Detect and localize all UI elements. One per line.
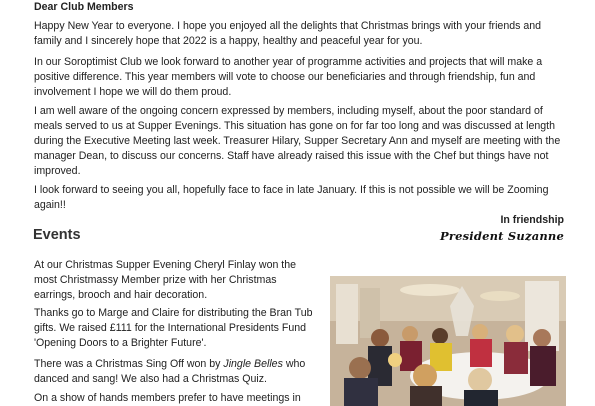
letter-paragraph-4: I look forward to seeing you all, hopefully face to face in late January. If this is not possible we will be Zooming again!! bbox=[34, 184, 549, 211]
group-name: Jingle Belles bbox=[223, 358, 283, 370]
christmas-supper-photo bbox=[330, 276, 566, 406]
photo-illustration bbox=[330, 276, 566, 406]
letter-paragraph-3: I am well aware of the ongoing concern expressed by members, including myself, about the poor standard of meals served to us at Supper Evenings. This situation has gone on for far too long and was discussed at length during the Executive Meeting last week. Treasurer Hilary, Supper Secretary Ann and myself are meeting with the manager Dean, to discuss our concerns. Staff have already raised this issue with the Chef but things have not improved. bbox=[34, 105, 561, 177]
letter-paragraph-1: Happy New Year to everyone. I hope you enjoyed all the delights that Christmas brings with your friends and family and I sincerely hope that 2022 is a happy, healthy and peaceful year for you. bbox=[34, 20, 542, 47]
events-paragraph-3-text-end: who danced and sang! We also had a Christmas Quiz. bbox=[34, 358, 306, 385]
closing: In friendship bbox=[500, 214, 564, 226]
letter-paragraph-2: In our Soroptimist Club we look forward to another year of programme activities and projects that will make a positive difference. This year members will vote to choose our beneficiaries and through friendship, fun and involvement I hope we will do them proud. bbox=[34, 56, 543, 98]
events-paragraph-3 bbox=[34, 357, 319, 387]
events-paragraph-3-text: There was a Christmas Sing Off won by bbox=[34, 358, 224, 370]
events-heading: Events bbox=[33, 227, 81, 243]
signature: President Suzanne bbox=[440, 229, 564, 243]
events-paragraph-2: Thanks go to Marge and Claire for distributing the Bran Tub gifts. We raised £111 for the International Presidents Fund 'Opening Doors to a Brighter Future'. bbox=[34, 307, 313, 349]
events-paragraph-4: On a show of hands members prefer to have meetings in bbox=[34, 392, 301, 404]
salutation: Dear Club Members bbox=[34, 1, 134, 13]
events-paragraph-1: At our Christmas Supper Evening Cheryl Finlay won the most Christmassy Member prize with her Christmas earrings, brooch and hair decoration. bbox=[34, 259, 297, 301]
